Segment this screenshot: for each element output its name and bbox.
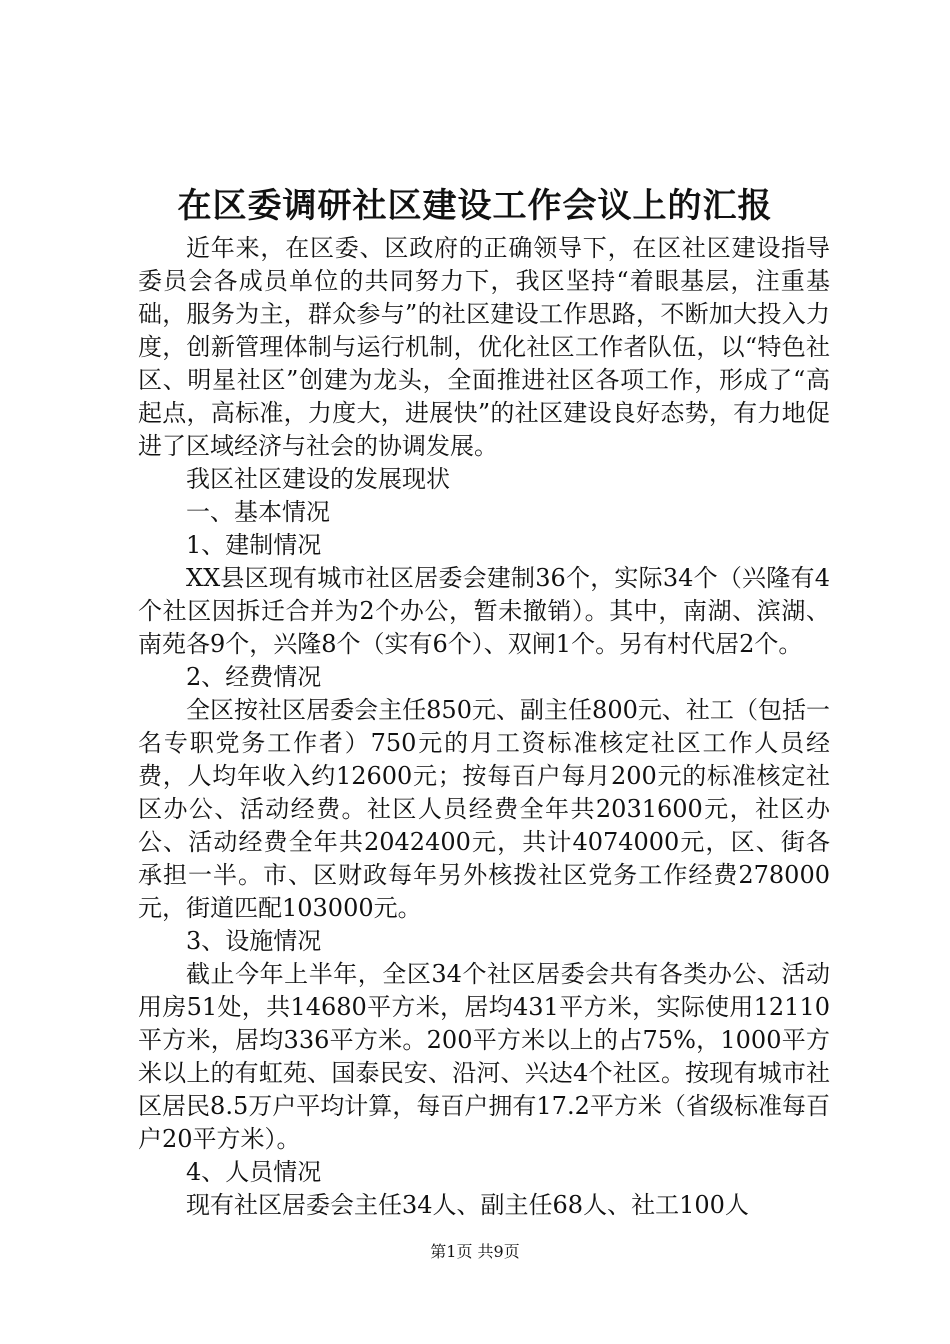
heading-basic-situation: 一、基本情况: [186, 498, 330, 526]
paragraph-establishment: XX县区现有城市社区居委会建制36个，实际34个（兴隆有4个社区因拆迁合并为2个办公，暂未撤销）。其中，南湖、滨湖、南苑各9个，兴隆8个（实有6个）、双闸1个。另有村代居2个。: [138, 564, 830, 658]
paragraph-funding: 全区按社区居委会主任850元、副主任800元、社工（包括一名专职党务工作者）750元的月工资标准核定社区工作人员经费，人均年收入约12600元；按每百户每月200元的标准核定社区办公、活动经费。社区人员经费全年共2031600元，社区办公、活动经费全年共2042400元，共计4074000元，区、街各承担一半。市、区财政每年另外核拨社区党务工作经费278000元，街道匹配103000元。: [138, 696, 830, 922]
document-body: [138, 232, 830, 1222]
heading-facilities: 3、设施情况: [186, 927, 322, 955]
paragraph-facilities: 截止今年上半年，全区34个社区居委会共有各类办公、活动用房51处，共14680平方米，居均431平方米，实际使用12110平方米，居均336平方米。200平方米以上的占75%，1000平方米以上的有虹苑、国泰民安、沿河、兴达4个社区。按现有城市社区居民8.5万户平均计算，每百户拥有17.2平方米（省级标准每百户20平方米）。: [138, 960, 830, 1153]
document-title: 在区委调研社区建设工作会议上的汇报: [177, 186, 773, 226]
heading-development-status: 我区社区建设的发展现状: [186, 465, 450, 493]
heading-establishment: 1、建制情况: [186, 531, 322, 559]
page-number-footer: 第1页 共9页: [430, 1242, 520, 1261]
paragraph-intro: 近年来，在区委、区政府的正确领导下，在区社区建设指导委员会各成员单位的共同努力下，我区坚持“着眼基层，注重基础，服务为主，群众参与”的社区建设工作思路，不断加大投入力度，创新管理体制与运行机制，优化社区工作者队伍，以“特色社区、明星社区”创建为龙头，全面推进社区各项工作，形成了“高起点，高标准，力度大，进展快”的社区建设良好态势，有力地促进了区域经济与社会的协调发展。: [138, 234, 830, 460]
heading-funding: 2、经费情况: [186, 663, 322, 691]
paragraph-personnel: 现有社区居委会主任34人、副主任68人、社工100人: [186, 1191, 749, 1219]
heading-personnel: 4、人员情况: [186, 1158, 322, 1186]
